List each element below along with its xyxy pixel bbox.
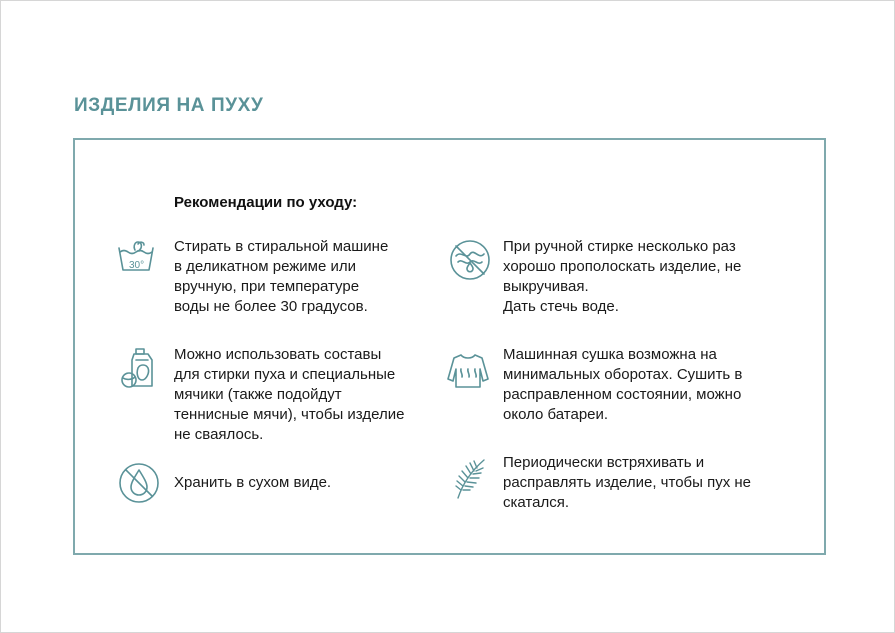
sweater-dry-icon bbox=[446, 349, 490, 393]
care-heading: Рекомендации по уходу: bbox=[174, 194, 358, 211]
care-item-dry: Машинная сушка возможна на минимальных оборотах. Сушить в расправленном состоянии, можно около батареи. bbox=[503, 346, 743, 423]
care-item-rinse: При ручной стирке несколько раз хорошо прополоскать изделие, не выкручивая. Дать стечь воде. bbox=[503, 238, 742, 315]
care-item-wash: Стирать в стиральной машине в деликатном режиме или вручную, при температуре воды не более 30 градусов. bbox=[174, 238, 389, 315]
no-wring-icon bbox=[448, 238, 492, 282]
page-title: ИЗДЕЛИЯ НА ПУХУ bbox=[74, 95, 264, 116]
detergent-ball-icon bbox=[118, 346, 162, 390]
keep-dry-icon bbox=[117, 461, 161, 505]
wash-30-icon-label: 30° bbox=[129, 260, 145, 271]
care-item-detergent: Можно использовать составы для стирки пуха и специальные мячики (также подойдут теннисные мячи), чтобы изделие не сваялось. bbox=[174, 346, 405, 443]
wash-30-icon bbox=[114, 236, 158, 280]
care-item-shake: Периодически встряхивать и расправлять изделие, чтобы пух не скатался. bbox=[503, 454, 751, 511]
feather-icon bbox=[448, 456, 492, 500]
care-item-store: Хранить в сухом виде. bbox=[174, 474, 332, 491]
